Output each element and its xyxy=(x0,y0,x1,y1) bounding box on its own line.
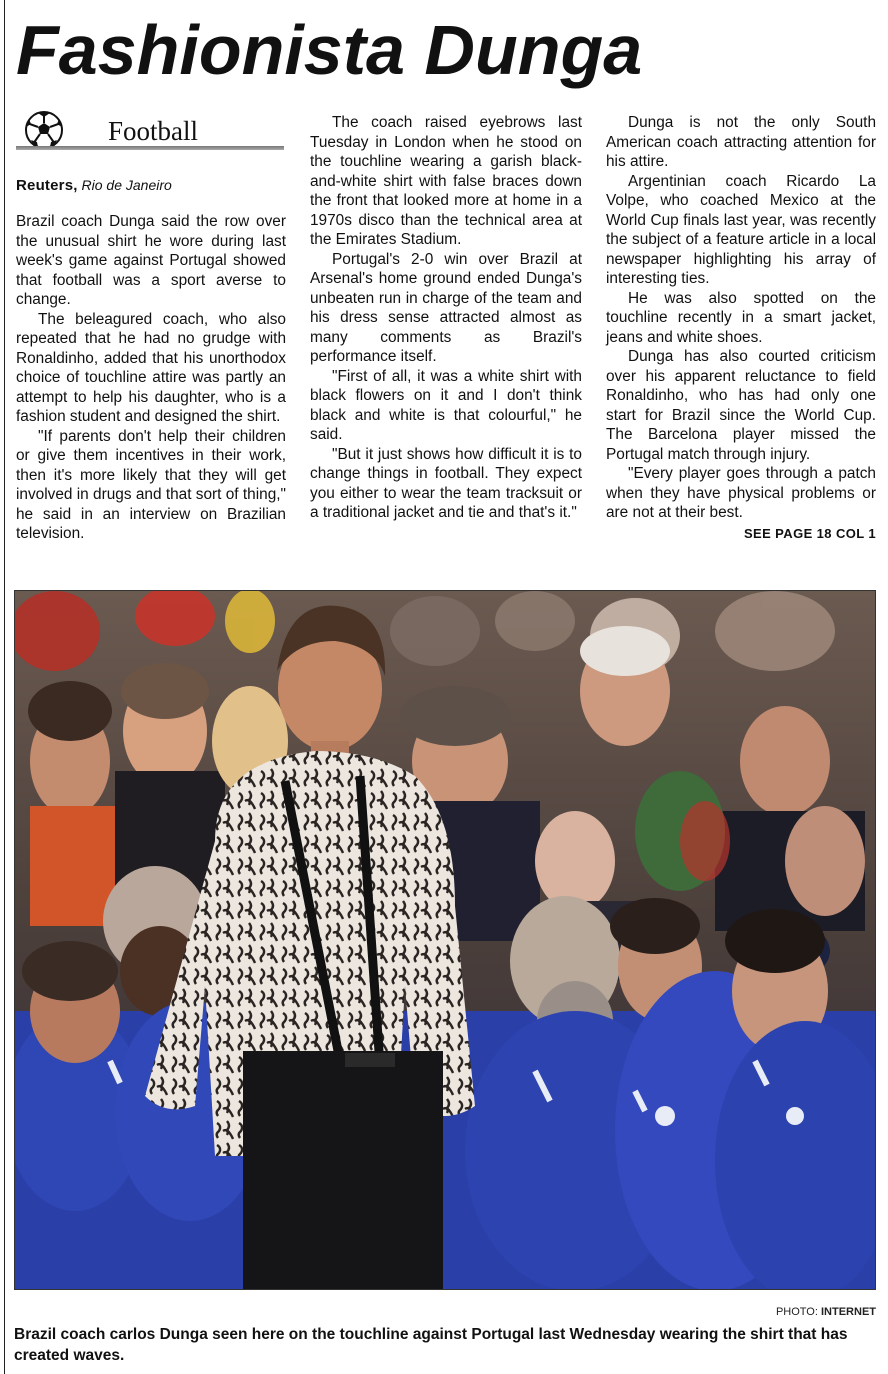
photo-credit-prefix: PHOTO: xyxy=(775,1306,818,1318)
paragraph: "First of all, it was a white shirt with black flowers on it and I don't think black and white is that colourful," he said. xyxy=(310,367,582,443)
section-rule xyxy=(16,146,284,150)
photo-credit xyxy=(776,1305,876,1319)
paragraph: He was also spotted on the touchline recently in a smart jacket, jeans and white shoes. xyxy=(606,289,876,346)
article-column-3 xyxy=(606,113,876,543)
paragraph: Brazil coach Dunga said the row over the unusual shirt he wore during last week's game against Portugal showed that football was a sport averse to change. xyxy=(16,213,286,308)
paragraph: "But it just shows how difficult it is to change things in football. They expect you either to wear the team tracksuit or a traditional jacket and tie and that's it." xyxy=(310,445,582,521)
page-left-border xyxy=(4,0,5,1374)
dateline-place: Rio de Janeiro xyxy=(81,177,172,193)
article-column-1 xyxy=(16,212,286,544)
section-label: Football xyxy=(108,116,199,146)
paragraph: Argentinian coach Ricardo La Volpe, who coached Mexico at the World Cup finals last year, was recently the subject of a feature article in a local newspaper highlighting his array of interesting ties. xyxy=(606,172,876,287)
football-icon xyxy=(24,110,64,150)
dateline-agency: Reuters, xyxy=(16,177,78,194)
paragraph: "Every player goes through a patch when they have physical problems or are not at their best. xyxy=(606,465,876,521)
paragraph: The coach raised eyebrows last Tuesday in London when he stood on the touchline wearing a garish black-and-white shirt with false braces down the front that looked more at home in a 1970s disco than the technical area at the Emirates Stadium. xyxy=(310,114,582,248)
continuation-note: SEE PAGE 18 COL 1 xyxy=(743,525,876,541)
paragraph: Dunga is not the only South American coach attracting attention for his attire. xyxy=(606,114,876,170)
section-tag xyxy=(16,110,284,152)
article-column-2 xyxy=(310,113,582,523)
dateline xyxy=(16,176,172,195)
headline: Fashionista Dunga xyxy=(16,11,643,89)
news-photo xyxy=(14,590,876,1290)
paragraph: "If parents don't help their children or give them incentives in their work, then it's more likely that they will get involved in drugs and that sort of thing," he said in an interview on Brazilian television. xyxy=(16,427,286,542)
photo-coach-on-touchline xyxy=(15,591,876,1290)
paragraph: Portugal's 2-0 win over Brazil at Arsenal's home ground ended Dunga's unbeaten run in charge of the team and his dress sense attracted almost as many comments as Brazil's performance itself. xyxy=(310,250,582,365)
photo-caption: Brazil coach carlos Dunga seen here on the touchline against Portugal last Wednesday wearing the shirt that has created waves. xyxy=(14,1326,848,1364)
photo-credit-source: INTERNET xyxy=(821,1306,876,1318)
paragraph: The beleagured coach, who also repeated that he had no grudge with Ronaldinho, added that his unorthodox choice of touchline attire was partly an attempt to help his daughter, who is a fashion student and designed the shirt. xyxy=(16,310,286,425)
paragraph: Dunga has also courted criticism over his apparent reluctance to field Ronaldinho, who has had only one start for Brazil since the World Cup. The Barcelona player missed the Portugal match through injury. xyxy=(606,348,876,463)
